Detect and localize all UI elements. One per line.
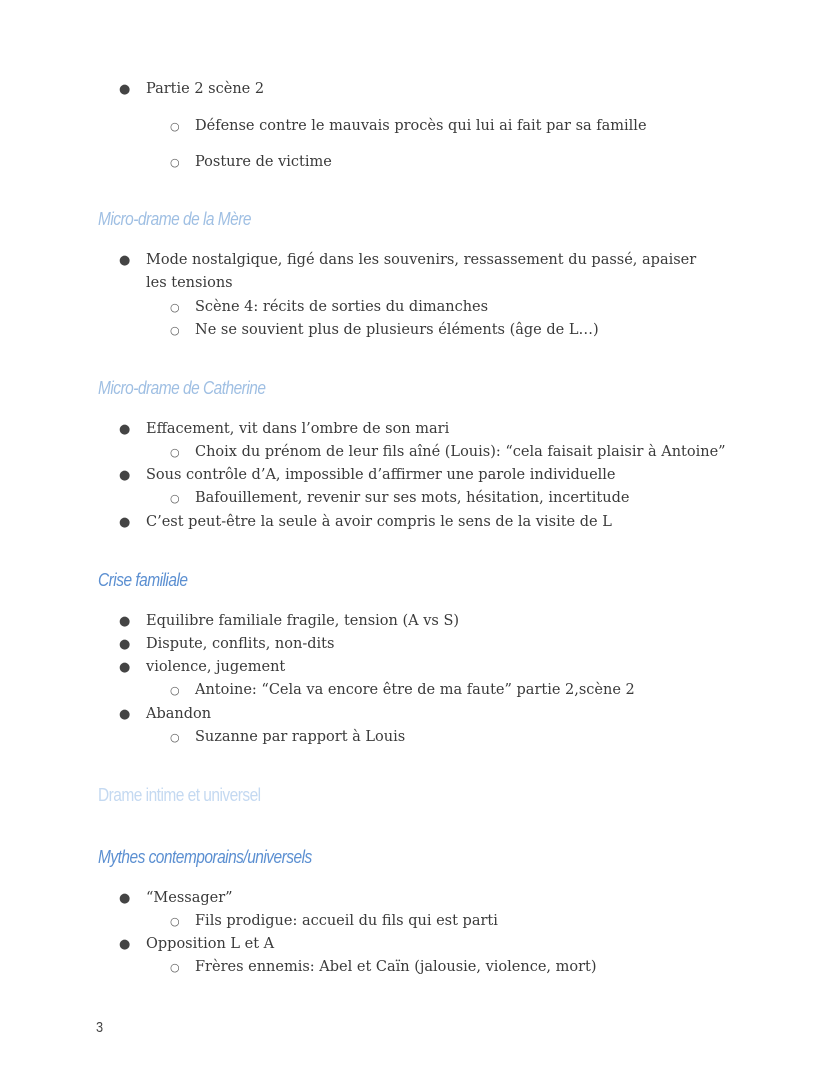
sub-list-item: Scène 4: récits de sorties du dimanches xyxy=(195,299,489,315)
sub-bullet: ○ xyxy=(170,915,180,928)
sub-bullet: ○ xyxy=(170,156,180,169)
sub-bullet: ○ xyxy=(170,446,180,459)
list-item: C’est peut-être la seule à avoir compris le sens de la visite de L xyxy=(146,514,612,530)
sub-list-item: Défense contre le mauvais procès qui lui ai fait par sa famille xyxy=(195,118,647,134)
page-number: 3 xyxy=(96,1019,104,1036)
list-item: violence, jugement xyxy=(146,659,286,675)
heading-mythes: Mythes contemporains/universels xyxy=(98,847,312,867)
list-item: Effacement, vit dans l’ombre de son mari xyxy=(146,421,450,437)
sub-bullet: ○ xyxy=(170,324,180,337)
sub-list-item: Suzanne par rapport à Louis xyxy=(195,729,406,745)
list-item: Abandon xyxy=(146,706,212,722)
sub-bullet: ○ xyxy=(170,301,180,314)
heading-drame-intime: Drame intime et universel xyxy=(98,785,261,805)
bullet: ● xyxy=(119,515,131,530)
bullet: ● xyxy=(119,614,131,629)
bullet: ● xyxy=(119,660,131,675)
sub-list-item: Posture de victime xyxy=(195,154,332,170)
sub-bullet: ○ xyxy=(170,492,180,505)
bullet: ● xyxy=(119,253,131,268)
sub-bullet: ○ xyxy=(170,731,180,744)
list-item: Partie 2 scène 2 xyxy=(146,81,265,97)
sub-list-item: Bafouillement, revenir sur ses mots, hésitation, incertitude xyxy=(195,490,630,506)
heading-micro-drame-mere: Micro-drame de la Mère xyxy=(98,209,251,229)
heading-micro-drame-catherine: Micro-drame de Catherine xyxy=(98,378,266,398)
bullet: ● xyxy=(119,422,131,437)
sub-list-item: Ne se souvient plus de plusieurs éléments (âge de L…) xyxy=(195,322,599,338)
list-item: Sous contrôle d’A, impossible d’affirmer une parole individuelle xyxy=(146,467,616,483)
bullet: ● xyxy=(119,891,131,906)
bullet: ● xyxy=(119,637,131,652)
list-item: Opposition L et A xyxy=(146,936,275,952)
list-item: Mode nostalgique, figé dans les souvenirs, ressassement du passé, apaiser les tensions xyxy=(146,252,697,291)
bullet: ● xyxy=(119,82,131,97)
sub-list-item: Antoine: “Cela va encore être de ma faute” partie 2,scène 2 xyxy=(195,682,635,698)
list-item: “Messager” xyxy=(146,890,233,906)
sub-bullet: ○ xyxy=(170,120,180,133)
sub-list-item: Fils prodigue: accueil du fils qui est parti xyxy=(195,913,498,929)
sub-bullet: ○ xyxy=(170,684,180,697)
bullet: ● xyxy=(119,937,131,952)
sub-list-item: Frères ennemis: Abel et Caïn (jalousie, violence, mort) xyxy=(195,959,597,975)
bullet: ● xyxy=(119,707,131,722)
sub-list-item: Choix du prénom de leur fils aîné (Louis): “cela faisait plaisir à Antoine” xyxy=(195,444,726,460)
list-item: Equilibre familiale fragile, tension (A vs S) xyxy=(146,613,460,629)
heading-crise-familiale: Crise familiale xyxy=(98,570,188,590)
bullet: ● xyxy=(119,468,131,483)
sub-bullet: ○ xyxy=(170,961,180,974)
list-item: Dispute, conflits, non-dits xyxy=(146,636,335,652)
